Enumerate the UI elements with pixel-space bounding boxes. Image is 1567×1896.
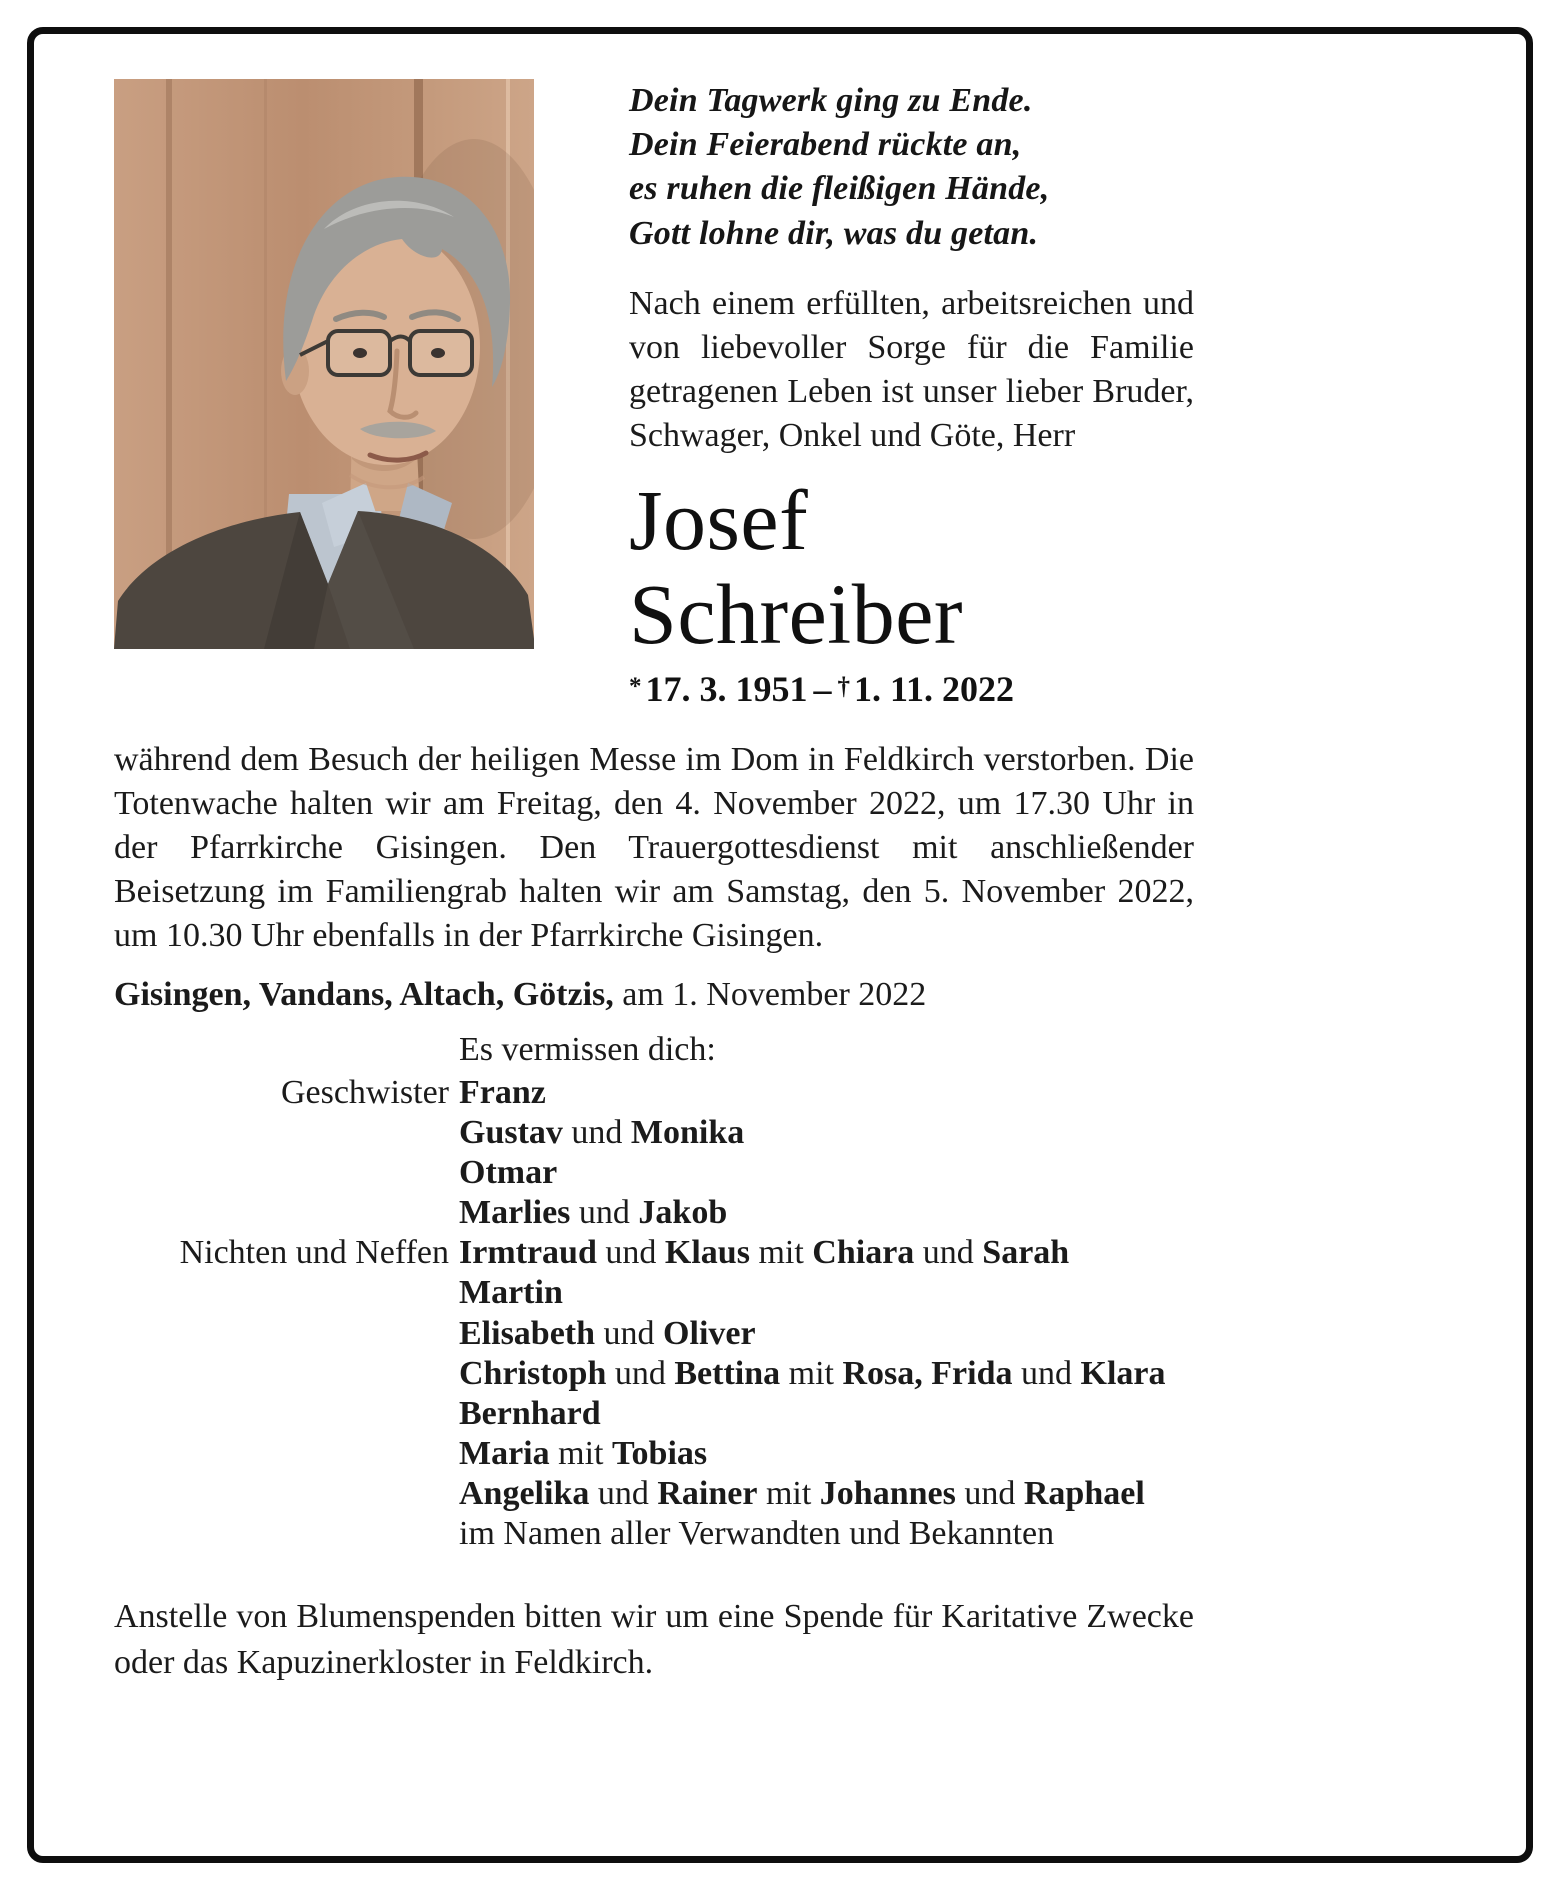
- mourner-name: Klaus: [664, 1234, 750, 1272]
- poem-line: Dein Tagwerk ging zu Ende.: [629, 82, 1033, 119]
- mourner-group-label: [114, 1516, 459, 1552]
- mourner-row: [114, 1434, 1194, 1474]
- mourner-group-label: [114, 1115, 459, 1151]
- mourner-connector: und: [606, 1354, 675, 1392]
- death-symbol: †: [837, 672, 850, 700]
- mourner-connector: und: [589, 1474, 658, 1512]
- mourner-group-label: [114, 1155, 459, 1191]
- mourner-name: Elisabeth: [459, 1314, 596, 1352]
- mourner-names: [459, 1155, 1194, 1191]
- mourner-group-label: [114, 1396, 459, 1432]
- mourner-name: Jakob: [638, 1194, 728, 1232]
- mourner-connector: im Namen aller Verwandten und Bekannten: [459, 1514, 1055, 1552]
- birth-date: 17. 3. 1951: [645, 668, 808, 709]
- mourner-row: [114, 1153, 1194, 1193]
- mourner-row: [114, 1193, 1194, 1233]
- mourner-name: Marlies: [459, 1194, 571, 1232]
- obituary-card: [27, 27, 1533, 1863]
- mourner-names: [459, 1396, 1194, 1432]
- mourners-heading: Es vermissen dich:: [459, 1030, 716, 1068]
- dateline-places: Gisingen, Vandans, Altach, Götzis,: [114, 975, 614, 1013]
- mourner-names: [459, 1316, 1194, 1352]
- mourner-name: Rosa, Frida: [842, 1354, 1013, 1392]
- mourner-row: [114, 1113, 1194, 1153]
- mourner-name: Sarah: [982, 1234, 1070, 1272]
- mourner-name: Klara: [1080, 1354, 1166, 1392]
- mourner-names: [459, 1516, 1194, 1552]
- mourner-group-label: [114, 1316, 459, 1352]
- mourner-name: Irmtraud: [459, 1234, 597, 1272]
- death-date: 1. 11. 2022: [854, 668, 1015, 709]
- mourner-group-label: Nichten und Neffen: [179, 1234, 449, 1272]
- mourner-group-label: Geschwister: [280, 1074, 449, 1112]
- mourner-group-label: [114, 1195, 459, 1231]
- mourner-connector: und: [595, 1314, 664, 1352]
- deceased-first-name: Josef: [629, 471, 809, 568]
- mourner-group-label: [114, 1436, 459, 1472]
- mourner-connector: mit: [757, 1474, 820, 1512]
- mourner-name: Gustav: [459, 1114, 563, 1152]
- dates-separator: –: [813, 668, 832, 709]
- mourner-name: Monika: [630, 1114, 745, 1152]
- mourner-row: [114, 1233, 1194, 1273]
- top-section: [114, 79, 1526, 710]
- mourner-group-label: [114, 1476, 459, 1512]
- portrait-illustration: [114, 79, 534, 649]
- birth-symbol: *: [629, 672, 642, 700]
- mourner-name: Oliver: [663, 1314, 756, 1352]
- mourner-group-label: [114, 1275, 459, 1311]
- mourner-connector: mit: [749, 1234, 813, 1272]
- mourner-name: Bettina: [674, 1354, 781, 1392]
- life-dates: [629, 668, 1194, 710]
- poem-line: Dein Feierabend rückte an,: [629, 126, 1022, 164]
- deceased-last-name: Schreiber: [629, 566, 964, 663]
- mourner-row: [114, 1354, 1194, 1394]
- dateline-date: am 1. November 2022: [613, 975, 927, 1013]
- deceased-name: [629, 473, 1194, 662]
- intro-paragraph: Nach einem erfüllten, arbeitsreichen und von liebevoller Sorge für die Familie getragenen Leben ist unser lieber Bruder, Schwager, Onkel und Göte, Herr: [629, 284, 1194, 455]
- mourner-names: [459, 1356, 1194, 1392]
- mourner-name: Bernhard: [459, 1394, 601, 1432]
- announcement-paragraph: während dem Besuch der heiligen Messe im Dom in Feldkirch verstorben. Die Totenwache halten wir am Freitag, den 4. November 2022, um 17.30 Uhr in der Pfarrkirche Gisingen. Den Trauergottesdienst mit anschließender Beisetzung im Familiengrab halten wir am Samstag, den 5. November 2022, um 10.30 Uhr ebenfalls in der Pfarrkirche Gisingen.: [114, 740, 1194, 955]
- closing-paragraph: Anstelle von Blumenspenden bitten wir um eine Spende für Karitative Zwecke oder das Kapuzinerkloster in Feldkirch.: [114, 1597, 1194, 1681]
- poem-line: es ruhen die fleißigen Hände,: [629, 170, 1050, 208]
- mourner-name: Chiara: [812, 1234, 915, 1272]
- mourner-name: Raphael: [1023, 1474, 1145, 1512]
- mourner-name: Maria: [459, 1434, 550, 1472]
- mourner-connector: und: [1012, 1354, 1081, 1392]
- mourner-name: Franz: [459, 1074, 546, 1112]
- mourner-row: [114, 1394, 1194, 1434]
- mourner-names: [459, 1195, 1194, 1231]
- mourner-group-label: [114, 1356, 459, 1392]
- mourner-names: [459, 1235, 1194, 1271]
- mourner-row: [114, 1314, 1194, 1354]
- mourner-connector: und: [955, 1474, 1024, 1512]
- mourner-names: [459, 1476, 1194, 1512]
- mourners-section: [114, 1029, 1194, 1554]
- mourner-names: [459, 1075, 1194, 1111]
- mourner-row: [114, 1273, 1194, 1313]
- mourner-connector: und: [596, 1234, 665, 1272]
- mourner-name: Otmar: [459, 1154, 558, 1192]
- mourner-name: Rainer: [657, 1474, 758, 1512]
- mourner-names: [459, 1115, 1194, 1151]
- mourner-name: Martin: [459, 1274, 563, 1312]
- mourner-connector: und: [914, 1234, 983, 1272]
- mourner-name: Tobias: [611, 1434, 708, 1472]
- portrait-photo: [114, 79, 534, 649]
- mourner-row: [114, 1073, 1194, 1113]
- mourner-connector: mit: [780, 1354, 843, 1392]
- mourner-name: Christoph: [459, 1354, 607, 1392]
- mourners-list: [114, 1073, 1194, 1553]
- mourner-row: [114, 1474, 1194, 1514]
- mourner-name: Johannes: [819, 1474, 956, 1512]
- poem-line: Gott lohne dir, was du getan.: [629, 214, 1039, 252]
- mourner-name: Angelika: [459, 1474, 590, 1512]
- mourner-connector: mit: [549, 1434, 612, 1472]
- mourner-names: [459, 1275, 1194, 1311]
- memorial-poem: [629, 79, 1194, 256]
- right-column: [629, 79, 1194, 710]
- dateline: [114, 973, 1194, 1017]
- mourner-names: [459, 1436, 1194, 1472]
- mourner-connector: und: [570, 1194, 639, 1232]
- mourner-connector: und: [562, 1114, 631, 1152]
- mourner-row: [114, 1514, 1194, 1554]
